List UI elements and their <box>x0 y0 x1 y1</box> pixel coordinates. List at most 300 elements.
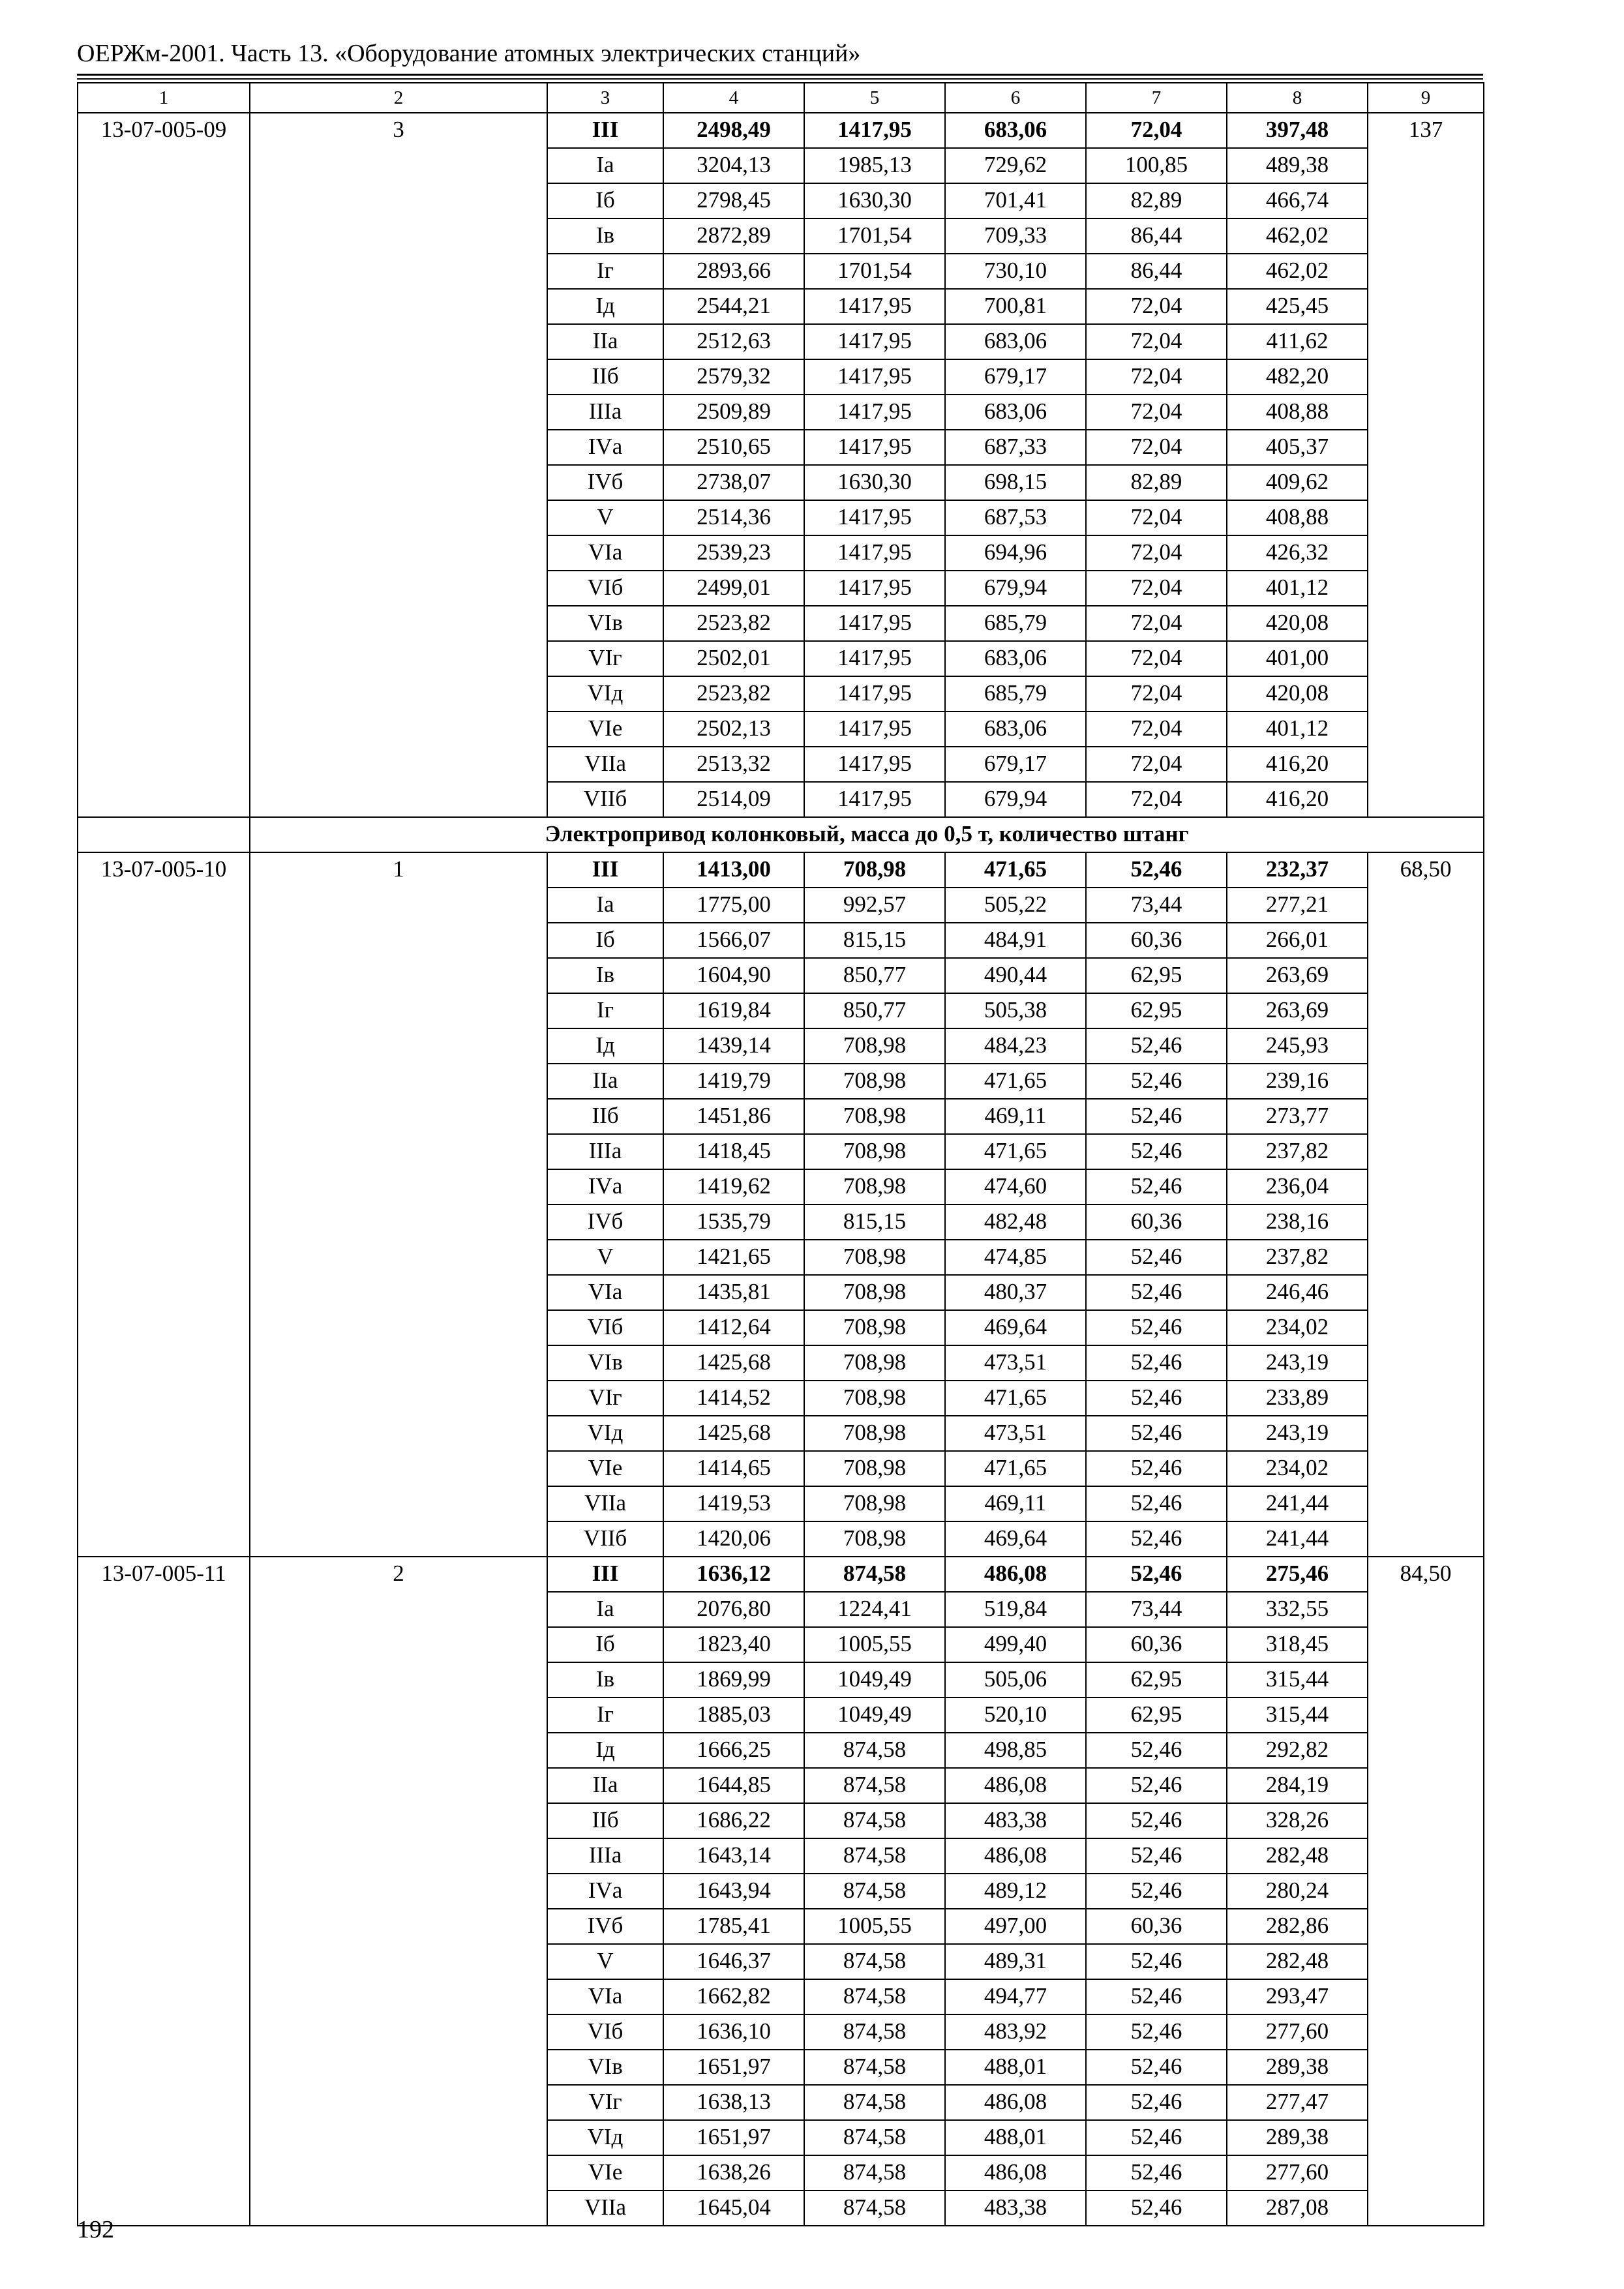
wage-cell: 874,58 <box>804 2085 945 2120</box>
machine-cell: 694,96 <box>945 535 1086 571</box>
machinist-wage-cell: 60,36 <box>1086 1204 1227 1240</box>
materials-cell: 397,48 <box>1227 113 1368 148</box>
zone-cell: IIIа <box>547 1134 663 1169</box>
materials-cell: 243,19 <box>1227 1416 1368 1451</box>
zone-cell: Iв <box>547 1662 663 1698</box>
materials-cell: 280,24 <box>1227 1874 1368 1909</box>
column-number: 8 <box>1227 83 1368 113</box>
header-rule <box>77 74 1483 76</box>
wage-cell: 874,58 <box>804 2191 945 2226</box>
machinist-wage-cell: 72,04 <box>1086 641 1227 676</box>
machine-cell: 683,06 <box>945 711 1086 747</box>
machine-cell: 471,65 <box>945 1134 1086 1169</box>
column-number: 3 <box>547 83 663 113</box>
machine-cell: 469,64 <box>945 1521 1086 1557</box>
zone-cell: Iг <box>547 1698 663 1733</box>
machinist-wage-cell: 100,85 <box>1086 148 1227 183</box>
cost-total-cell: 1419,53 <box>663 1486 804 1521</box>
cost-total-cell: 2498,49 <box>663 113 804 148</box>
wage-cell: 815,15 <box>804 1204 945 1240</box>
machine-cell: 469,64 <box>945 1310 1086 1345</box>
wage-cell: 708,98 <box>804 1345 945 1381</box>
wage-cell: 1417,95 <box>804 747 945 782</box>
materials-cell: 416,20 <box>1227 747 1368 782</box>
wage-cell: 1417,95 <box>804 289 945 324</box>
wage-cell: 874,58 <box>804 2014 945 2050</box>
wage-cell: 708,98 <box>804 1310 945 1345</box>
machine-cell: 486,08 <box>945 1838 1086 1874</box>
machinist-wage-cell: 52,46 <box>1086 1521 1227 1557</box>
zone-cell: Iа <box>547 148 663 183</box>
cost-total-cell: 1638,26 <box>663 2155 804 2191</box>
machine-cell: 683,06 <box>945 113 1086 148</box>
cost-total-cell: 1414,65 <box>663 1451 804 1486</box>
machine-cell: 687,33 <box>945 430 1086 465</box>
materials-cell: 284,19 <box>1227 1768 1368 1803</box>
zone-cell: IIб <box>547 359 663 395</box>
materials-cell: 293,47 <box>1227 1979 1368 2014</box>
materials-cell: 234,02 <box>1227 1451 1368 1486</box>
machinist-wage-cell: 72,04 <box>1086 535 1227 571</box>
machinist-wage-cell: 86,44 <box>1086 254 1227 289</box>
machinist-wage-cell: 73,44 <box>1086 888 1227 923</box>
zone-cell: VIг <box>547 1381 663 1416</box>
cost-total-cell: 1604,90 <box>663 958 804 993</box>
machine-cell: 679,94 <box>945 782 1086 817</box>
machine-cell: 709,33 <box>945 218 1086 254</box>
cost-total-cell: 1566,07 <box>663 923 804 958</box>
section-title-row <box>78 817 1484 852</box>
machinist-wage-cell: 52,46 <box>1086 1240 1227 1275</box>
zone-cell: IIа <box>547 324 663 359</box>
machinist-wage-cell: 72,04 <box>1086 711 1227 747</box>
wage-cell: 1417,95 <box>804 359 945 395</box>
cost-total-cell: 1425,68 <box>663 1416 804 1451</box>
cost-total-cell: 1646,37 <box>663 1944 804 1979</box>
machinist-wage-cell: 52,46 <box>1086 1381 1227 1416</box>
zone-cell: VIд <box>547 676 663 711</box>
quantity-cell: 1 <box>250 852 547 1557</box>
machine-cell: 486,08 <box>945 2085 1086 2120</box>
machinist-wage-cell: 62,95 <box>1086 958 1227 993</box>
quantity-cell: 2 <box>250 1557 547 2226</box>
machinist-wage-cell: 52,46 <box>1086 1275 1227 1310</box>
materials-cell: 315,44 <box>1227 1662 1368 1698</box>
zone-cell: VIв <box>547 1345 663 1381</box>
zone-cell: Iд <box>547 289 663 324</box>
machinist-wage-cell: 72,04 <box>1086 571 1227 606</box>
cost-total-cell: 2544,21 <box>663 289 804 324</box>
zone-cell: Iб <box>547 1627 663 1662</box>
code-cell: 13-07-005-10 <box>78 852 250 1557</box>
cost-total-cell: 1823,40 <box>663 1627 804 1662</box>
cost-total-cell: 2499,01 <box>663 571 804 606</box>
wage-cell: 874,58 <box>804 1979 945 2014</box>
wage-cell: 1417,95 <box>804 535 945 571</box>
machine-cell: 489,31 <box>945 1944 1086 1979</box>
machinist-wage-cell: 72,04 <box>1086 395 1227 430</box>
zone-cell: IIб <box>547 1803 663 1838</box>
materials-cell: 232,37 <box>1227 852 1368 888</box>
materials-cell: 462,02 <box>1227 254 1368 289</box>
zone-cell: III <box>547 852 663 888</box>
machine-cell: 683,06 <box>945 641 1086 676</box>
machine-cell: 687,53 <box>945 500 1086 535</box>
cost-total-cell: 2509,89 <box>663 395 804 430</box>
cost-total-cell: 1413,00 <box>663 852 804 888</box>
machine-cell: 473,51 <box>945 1345 1086 1381</box>
wage-cell: 1417,95 <box>804 782 945 817</box>
column-number: 7 <box>1086 83 1227 113</box>
zone-cell: IVб <box>547 1204 663 1240</box>
materials-cell: 420,08 <box>1227 676 1368 711</box>
machine-cell: 471,65 <box>945 1451 1086 1486</box>
zone-cell: VIа <box>547 1275 663 1310</box>
wage-cell: 850,77 <box>804 993 945 1028</box>
machinist-wage-cell: 62,95 <box>1086 1698 1227 1733</box>
wage-cell: 708,98 <box>804 1381 945 1416</box>
wage-cell: 708,98 <box>804 852 945 888</box>
cost-total-cell: 2872,89 <box>663 218 804 254</box>
zone-cell: Iб <box>547 923 663 958</box>
materials-cell: 401,12 <box>1227 711 1368 747</box>
materials-cell: 263,69 <box>1227 993 1368 1028</box>
machine-cell: 473,51 <box>945 1416 1086 1451</box>
machinist-wage-cell: 52,46 <box>1086 1099 1227 1134</box>
machinist-wage-cell: 72,04 <box>1086 747 1227 782</box>
cost-total-cell: 2512,63 <box>663 324 804 359</box>
cost-total-cell: 1643,14 <box>663 1838 804 1874</box>
header-rule-thin <box>77 78 1483 80</box>
machinist-wage-cell: 52,46 <box>1086 1345 1227 1381</box>
machinist-wage-cell: 52,46 <box>1086 852 1227 888</box>
wage-cell: 708,98 <box>804 1064 945 1099</box>
cost-total-cell: 1535,79 <box>663 1204 804 1240</box>
machine-cell: 469,11 <box>945 1486 1086 1521</box>
zone-cell: Iа <box>547 1592 663 1627</box>
machinist-wage-cell: 73,44 <box>1086 1592 1227 1627</box>
code-cell: 13-07-005-11 <box>78 1557 250 2226</box>
machine-cell: 679,17 <box>945 747 1086 782</box>
cost-total-cell: 2514,36 <box>663 500 804 535</box>
cost-total-cell: 2502,13 <box>663 711 804 747</box>
materials-cell: 425,45 <box>1227 289 1368 324</box>
zone-cell: VIIа <box>547 1486 663 1521</box>
zone-cell: IIб <box>547 1099 663 1134</box>
zone-cell: VIг <box>547 641 663 676</box>
zone-cell: Iв <box>547 218 663 254</box>
machinist-wage-cell: 52,46 <box>1086 2155 1227 2191</box>
materials-cell: 241,44 <box>1227 1521 1368 1557</box>
cost-total-cell: 1419,79 <box>663 1064 804 1099</box>
wage-cell: 1630,30 <box>804 465 945 500</box>
machinist-wage-cell: 52,46 <box>1086 1944 1227 1979</box>
column-number: 2 <box>250 83 547 113</box>
zone-cell: IVб <box>547 465 663 500</box>
wage-cell: 874,58 <box>804 2050 945 2085</box>
machine-cell: 484,23 <box>945 1028 1086 1064</box>
cost-total-cell: 1414,52 <box>663 1381 804 1416</box>
zone-cell: IVб <box>547 1909 663 1944</box>
cost-total-cell: 2513,32 <box>663 747 804 782</box>
mass-cell: 137 <box>1368 113 1484 817</box>
materials-cell: 289,38 <box>1227 2120 1368 2155</box>
wage-cell: 874,58 <box>804 2155 945 2191</box>
machinist-wage-cell: 60,36 <box>1086 1909 1227 1944</box>
wage-cell: 1417,95 <box>804 500 945 535</box>
machine-cell: 701,41 <box>945 183 1086 218</box>
machine-cell: 483,38 <box>945 2191 1086 2226</box>
materials-cell: 277,21 <box>1227 888 1368 923</box>
materials-cell: 416,20 <box>1227 782 1368 817</box>
machine-cell: 474,60 <box>945 1169 1086 1204</box>
materials-cell: 241,44 <box>1227 1486 1368 1521</box>
zone-cell: VIд <box>547 2120 663 2155</box>
cost-total-cell: 1421,65 <box>663 1240 804 1275</box>
machine-cell: 483,38 <box>945 1803 1086 1838</box>
materials-cell: 405,37 <box>1227 430 1368 465</box>
materials-cell: 277,60 <box>1227 2155 1368 2191</box>
zone-cell: VIа <box>547 535 663 571</box>
materials-cell: 426,32 <box>1227 535 1368 571</box>
wage-cell: 874,58 <box>804 1768 945 1803</box>
machine-cell: 471,65 <box>945 1064 1086 1099</box>
table-body <box>78 83 1484 2226</box>
materials-cell: 277,47 <box>1227 2085 1368 2120</box>
machine-cell: 499,40 <box>945 1627 1086 1662</box>
table-row <box>78 852 1484 888</box>
cost-total-cell: 2539,23 <box>663 535 804 571</box>
materials-cell: 482,20 <box>1227 359 1368 395</box>
materials-cell: 238,16 <box>1227 1204 1368 1240</box>
machine-cell: 505,06 <box>945 1662 1086 1698</box>
materials-cell: 273,77 <box>1227 1099 1368 1134</box>
zone-cell: VIб <box>547 2014 663 2050</box>
wage-cell: 708,98 <box>804 1451 945 1486</box>
cost-total-cell: 3204,13 <box>663 148 804 183</box>
wage-cell: 1417,95 <box>804 430 945 465</box>
machine-cell: 490,44 <box>945 958 1086 993</box>
zone-cell: VIд <box>547 1416 663 1451</box>
column-number: 6 <box>945 83 1086 113</box>
wage-cell: 1417,95 <box>804 324 945 359</box>
cost-total-cell: 1425,68 <box>663 1345 804 1381</box>
mass-cell: 68,50 <box>1368 852 1484 1557</box>
materials-cell: 266,01 <box>1227 923 1368 958</box>
table-row <box>78 1557 1484 1592</box>
wage-cell: 708,98 <box>804 1416 945 1451</box>
materials-cell: 409,62 <box>1227 465 1368 500</box>
zone-cell: Iд <box>547 1028 663 1064</box>
price-table <box>77 82 1484 2226</box>
cost-total-cell: 1651,97 <box>663 2120 804 2155</box>
materials-cell: 315,44 <box>1227 1698 1368 1733</box>
zone-cell: IIа <box>547 1064 663 1099</box>
machinist-wage-cell: 62,95 <box>1086 993 1227 1028</box>
machine-cell: 469,11 <box>945 1099 1086 1134</box>
zone-cell: IIа <box>547 1768 663 1803</box>
materials-cell: 318,45 <box>1227 1627 1368 1662</box>
section-title-spacer <box>78 817 250 852</box>
wage-cell: 1417,95 <box>804 395 945 430</box>
materials-cell: 408,88 <box>1227 500 1368 535</box>
machine-cell: 729,62 <box>945 148 1086 183</box>
machine-cell: 685,79 <box>945 606 1086 641</box>
zone-cell: Iд <box>547 1733 663 1768</box>
machinist-wage-cell: 52,46 <box>1086 1486 1227 1521</box>
materials-cell: 282,48 <box>1227 1838 1368 1874</box>
materials-cell: 287,08 <box>1227 2191 1368 2226</box>
machine-cell: 488,01 <box>945 2050 1086 2085</box>
cost-total-cell: 1869,99 <box>663 1662 804 1698</box>
machinist-wage-cell: 86,44 <box>1086 218 1227 254</box>
zone-cell: Iа <box>547 888 663 923</box>
page-number: 192 <box>77 2216 114 2243</box>
zone-cell: V <box>547 1944 663 1979</box>
machinist-wage-cell: 72,04 <box>1086 606 1227 641</box>
zone-cell: Iг <box>547 993 663 1028</box>
section-title: Электропривод колонковый, масса до 0,5 т, количество штанг <box>250 817 1484 852</box>
machine-cell: 486,08 <box>945 1557 1086 1592</box>
machinist-wage-cell: 52,46 <box>1086 1310 1227 1345</box>
machine-cell: 471,65 <box>945 1381 1086 1416</box>
machinist-wage-cell: 52,46 <box>1086 1874 1227 1909</box>
materials-cell: 239,16 <box>1227 1064 1368 1099</box>
machinist-wage-cell: 72,04 <box>1086 676 1227 711</box>
machine-cell: 519,84 <box>945 1592 1086 1627</box>
wage-cell: 1417,95 <box>804 676 945 711</box>
materials-cell: 462,02 <box>1227 218 1368 254</box>
wage-cell: 1005,55 <box>804 1909 945 1944</box>
wage-cell: 708,98 <box>804 1275 945 1310</box>
zone-cell: V <box>547 500 663 535</box>
zone-cell: VIа <box>547 1979 663 2014</box>
machinist-wage-cell: 52,46 <box>1086 2014 1227 2050</box>
column-number-row <box>78 83 1484 113</box>
materials-cell: 275,46 <box>1227 1557 1368 1592</box>
zone-cell: III <box>547 1557 663 1592</box>
wage-cell: 815,15 <box>804 923 945 958</box>
zone-cell: VIв <box>547 606 663 641</box>
materials-cell: 332,55 <box>1227 1592 1368 1627</box>
cost-total-cell: 1439,14 <box>663 1028 804 1064</box>
machine-cell: 482,48 <box>945 1204 1086 1240</box>
cost-total-cell: 1645,04 <box>663 2191 804 2226</box>
wage-cell: 708,98 <box>804 1134 945 1169</box>
zone-cell: VIIа <box>547 2191 663 2226</box>
machinist-wage-cell: 52,46 <box>1086 1064 1227 1099</box>
zone-cell: VIг <box>547 2085 663 2120</box>
machinist-wage-cell: 62,95 <box>1086 1662 1227 1698</box>
cost-total-cell: 1412,64 <box>663 1310 804 1345</box>
materials-cell: 420,08 <box>1227 606 1368 641</box>
machinist-wage-cell: 52,46 <box>1086 1028 1227 1064</box>
column-number: 4 <box>663 83 804 113</box>
materials-cell: 401,00 <box>1227 641 1368 676</box>
machine-cell: 505,22 <box>945 888 1086 923</box>
cost-total-cell: 2502,01 <box>663 641 804 676</box>
machinist-wage-cell: 72,04 <box>1086 289 1227 324</box>
machine-cell: 484,91 <box>945 923 1086 958</box>
materials-cell: 263,69 <box>1227 958 1368 993</box>
machinist-wage-cell: 72,04 <box>1086 113 1227 148</box>
cost-total-cell: 2510,65 <box>663 430 804 465</box>
cost-total-cell: 2798,45 <box>663 183 804 218</box>
cost-total-cell: 2523,82 <box>663 606 804 641</box>
materials-cell: 328,26 <box>1227 1803 1368 1838</box>
materials-cell: 466,74 <box>1227 183 1368 218</box>
zone-cell: VIб <box>547 571 663 606</box>
cost-total-cell: 1775,00 <box>663 888 804 923</box>
zone-cell: Iг <box>547 254 663 289</box>
cost-total-cell: 2523,82 <box>663 676 804 711</box>
materials-cell: 243,19 <box>1227 1345 1368 1381</box>
materials-cell: 411,62 <box>1227 324 1368 359</box>
cost-total-cell: 1419,62 <box>663 1169 804 1204</box>
machinist-wage-cell: 52,46 <box>1086 2191 1227 2226</box>
wage-cell: 1417,95 <box>804 711 945 747</box>
zone-cell: IVа <box>547 1169 663 1204</box>
zone-cell: VIе <box>547 1451 663 1486</box>
cost-total-cell: 1420,06 <box>663 1521 804 1557</box>
wage-cell: 874,58 <box>804 2120 945 2155</box>
cost-total-cell: 2579,32 <box>663 359 804 395</box>
zone-cell: Iб <box>547 183 663 218</box>
materials-cell: 233,89 <box>1227 1381 1368 1416</box>
materials-cell: 401,12 <box>1227 571 1368 606</box>
machine-cell: 497,00 <box>945 1909 1086 1944</box>
cost-total-cell: 1638,13 <box>663 2085 804 2120</box>
wage-cell: 850,77 <box>804 958 945 993</box>
cost-total-cell: 1619,84 <box>663 993 804 1028</box>
machinist-wage-cell: 72,04 <box>1086 782 1227 817</box>
materials-cell: 289,38 <box>1227 2050 1368 2085</box>
machinist-wage-cell: 52,46 <box>1086 1416 1227 1451</box>
materials-cell: 489,38 <box>1227 148 1368 183</box>
machinist-wage-cell: 52,46 <box>1086 1768 1227 1803</box>
cost-total-cell: 1666,25 <box>663 1733 804 1768</box>
zone-cell: VIб <box>547 1310 663 1345</box>
cost-total-cell: 1435,81 <box>663 1275 804 1310</box>
materials-cell: 237,82 <box>1227 1134 1368 1169</box>
wage-cell: 874,58 <box>804 1557 945 1592</box>
machinist-wage-cell: 52,46 <box>1086 2050 1227 2085</box>
machinist-wage-cell: 82,89 <box>1086 465 1227 500</box>
zone-cell: VIе <box>547 711 663 747</box>
materials-cell: 246,46 <box>1227 1275 1368 1310</box>
zone-cell: Iв <box>547 958 663 993</box>
zone-cell: VIIа <box>547 747 663 782</box>
zone-cell: III <box>547 113 663 148</box>
column-number: 9 <box>1368 83 1484 113</box>
zone-cell: VIIб <box>547 782 663 817</box>
wage-cell: 874,58 <box>804 1874 945 1909</box>
materials-cell: 237,82 <box>1227 1240 1368 1275</box>
machinist-wage-cell: 52,46 <box>1086 1803 1227 1838</box>
machinist-wage-cell: 52,46 <box>1086 1169 1227 1204</box>
cost-total-cell: 1651,97 <box>663 2050 804 2085</box>
cost-total-cell: 2076,80 <box>663 1592 804 1627</box>
materials-cell: 234,02 <box>1227 1310 1368 1345</box>
materials-cell: 236,04 <box>1227 1169 1368 1204</box>
wage-cell: 708,98 <box>804 1240 945 1275</box>
machine-cell: 474,85 <box>945 1240 1086 1275</box>
machinist-wage-cell: 52,46 <box>1086 2120 1227 2155</box>
cost-total-cell: 1636,10 <box>663 2014 804 2050</box>
machine-cell: 488,01 <box>945 2120 1086 2155</box>
wage-cell: 1049,49 <box>804 1698 945 1733</box>
wage-cell: 1005,55 <box>804 1627 945 1662</box>
